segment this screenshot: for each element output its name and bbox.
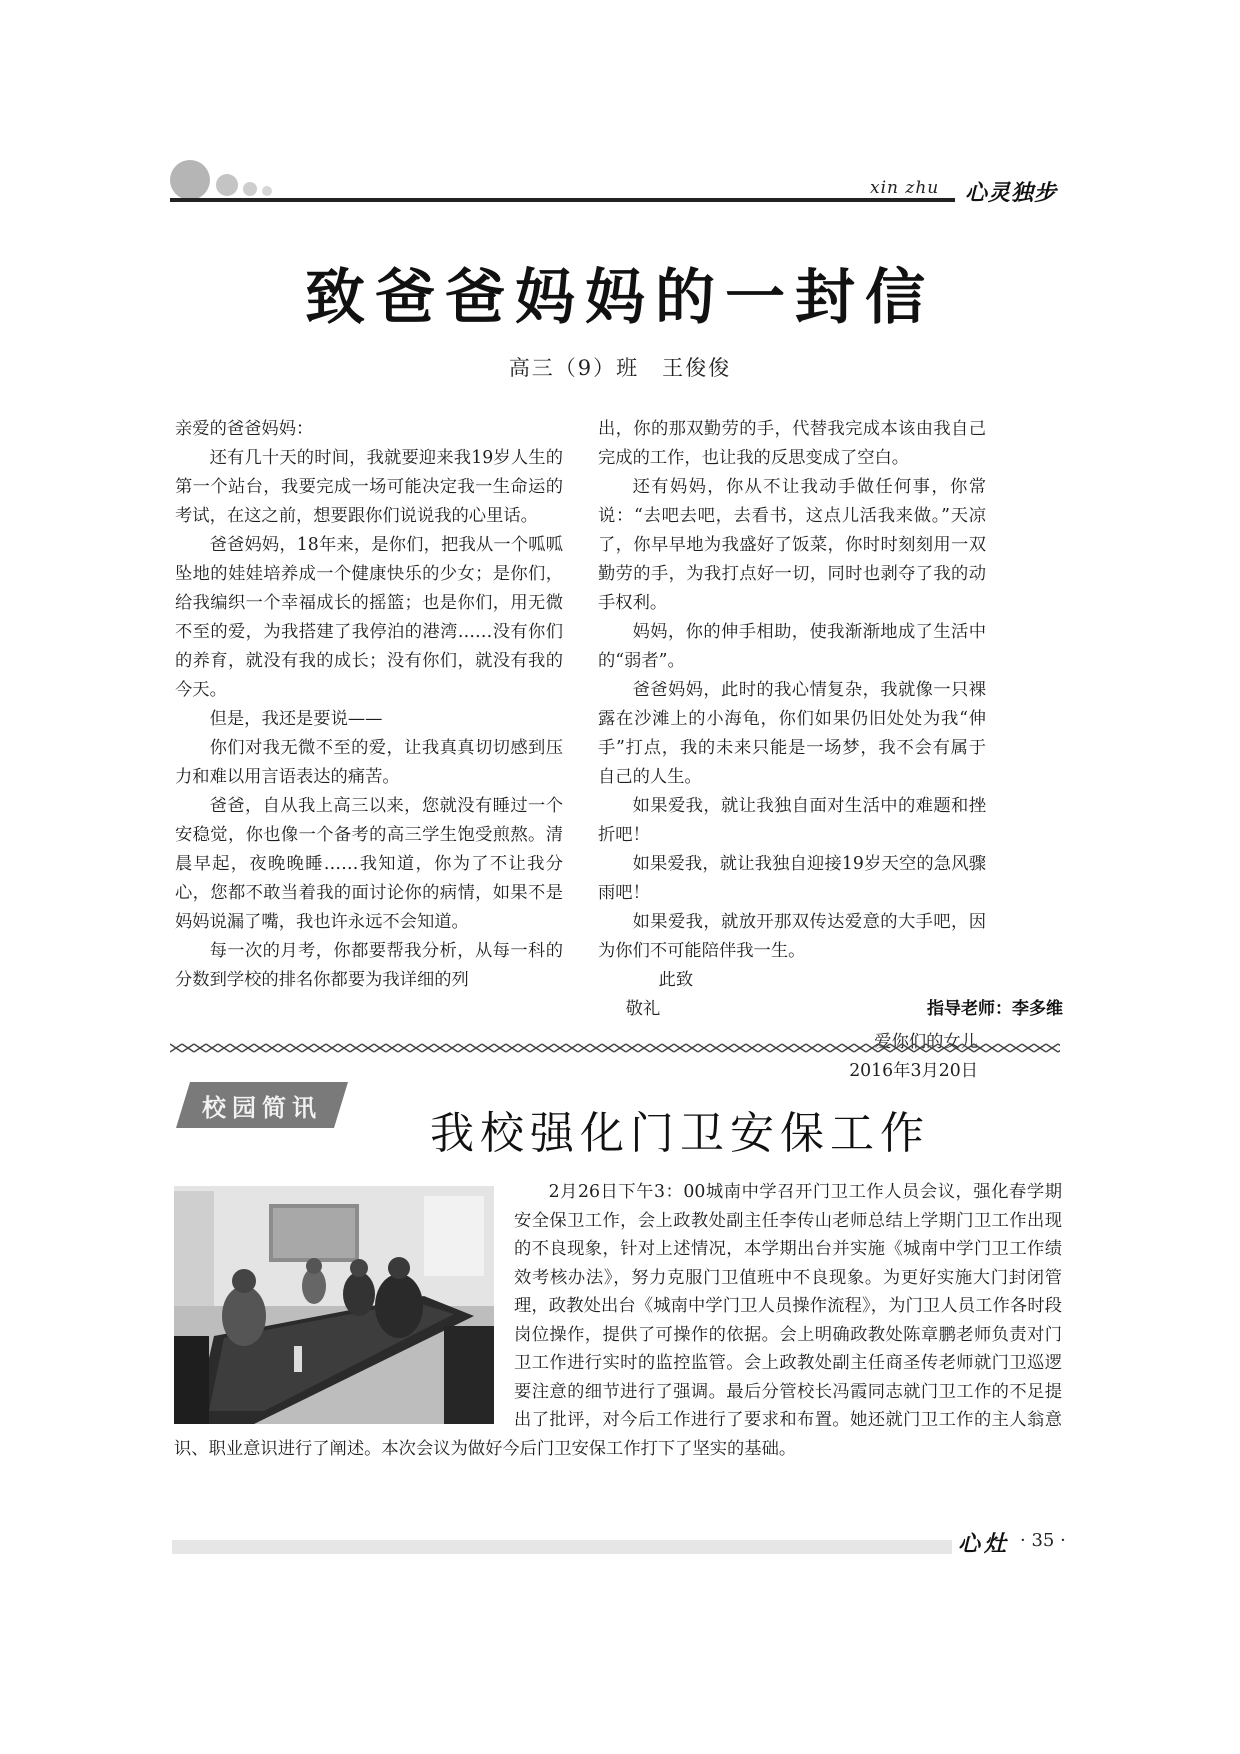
page-number: · 35 · (1020, 1530, 1066, 1551)
article-byline: 高三（9）班 王俊俊 (508, 356, 732, 380)
news-paragraph: 2月26日下午3：00城南中学召开门卫工作人员会议，强化春学期安全保卫工作，会上政教处副主任李传山老师总结上学期门卫工作出现的不良现象，针对上述情况，本学期出台并实施《城南中学门卫工作绩效考核办法》，努力克服门卫值班中不良现象。为更好实施大门封闭管理，政教处出台《城南中学门卫人员操作流程》，为门卫人员工作各时段岗位操作，提供了可操作的依据。会上明确政教处陈章鹏老师负责对门卫工作进行实时的监控监管。会上政教处副主任商圣传老师就门卫巡逻要注意的细节进行了强调。最后分管校长冯霞同志就门卫工作的不足提出了批评，对今后工作进行了要求和布置。她还就门卫工作的主人翁意识、职业意识进行了阐述。本次会议为做好今后门卫安保工作打下了坚实的基础。 (174, 1182, 1062, 1459)
paragraph: 每一次的月考，你都要帮我分析，从每一科的分数到学校的排名你都要为我详细的列 (175, 941, 563, 990)
closing-1: 此致 (658, 970, 694, 990)
news-body (174, 1178, 1062, 1463)
paragraph: 如果爱我，就让我独自迎接19岁天空的急风骤雨吧！ (598, 854, 986, 903)
news-title: 我校强化门卫安保工作 (430, 1108, 930, 1159)
salutation: 亲爱的爸爸妈妈： (175, 419, 314, 439)
footer-magazine-name: 心灶 (958, 1531, 1011, 1557)
article-column-right (598, 415, 986, 1086)
paragraph: 爸爸妈妈，此时的我心情复杂，我就像一只裸露在沙滩上的小海龟，你们如果仍旧处处为我“伸手”打点，我的未来只能是一场梦，我不会有属于自己的人生。 (598, 680, 986, 787)
paragraph: 爸爸，自从我上高三以来，您就没有睡过一个安稳觉，你也像一个备考的高三学生饱受煎熬。清晨早起，夜晚晚睡……我知道，你为了不让我分心，您都不敢当着我的面讨论你的病情，如果不是妈妈说漏了嘴，我也许永远不会知道。 (175, 796, 563, 932)
header-decoration-circles (170, 160, 280, 200)
paragraph: 出，你的那双勤劳的手，代替我完成本该由我自己完成的工作，也让我的反思变成了空白。 (598, 419, 986, 468)
photo-spacer (174, 1178, 514, 1428)
news-section-tag: 校园简讯 (202, 1094, 322, 1122)
paragraph: 如果爱我，就让我独自面对生活中的难题和挫折吧！ (598, 796, 986, 845)
article-column-left (175, 415, 563, 995)
paragraph: 妈妈，你的伸手相助，使我渐渐地成了生活中的“弱者”。 (598, 622, 986, 671)
paragraph: 你们对我无微不至的爱，让我真真切切感到压力和难以用言语表达的痛苦。 (175, 738, 563, 787)
header-column-label: 心灵独步 (965, 181, 1058, 206)
paragraph: 还有几十天的时间，我就要迎来我19岁人生的第一个站台，我要完成一场可能决定我一生命运的考试，在这之前，想要跟你们说说我的心里话。 (175, 448, 563, 526)
closing-2: 敬礼 (625, 999, 661, 1019)
paragraph: 如果爱我，就放开那双传达爱意的大手吧，因为你们不可能陪伴我一生。 (598, 912, 986, 961)
letter-date: 2016年3月20日 (849, 1061, 978, 1081)
paragraph: 但是，我还是要说—— (209, 709, 383, 729)
header-pinyin: xin zhu (870, 178, 940, 198)
advisor-credit: 指导老师：李多维 (927, 999, 1063, 1019)
header-rule (170, 198, 955, 202)
article-title: 致爸爸妈妈的一封信 (305, 263, 935, 333)
footer-bar (172, 1540, 952, 1554)
zigzag-divider (170, 1040, 1060, 1056)
paragraph: 爸爸妈妈，18年来，是你们，把我从一个呱呱坠地的娃娃培养成一个健康快乐的少女；是你们，给我编织一个幸福成长的摇篮；也是你们，用无微不至的爱，为我搭建了我停泊的港湾……没有你们的养育，就没有我的成长；没有你们，就没有我的今天。 (175, 535, 563, 700)
paragraph: 还有妈妈，你从不让我动手做任何事，你常说：“去吧去吧，去看书，这点儿活我来做。”天凉了，你早早地为我盛好了饭菜，你时时刻刻用一双勤劳的手，为我打点好一切，同时也剥夺了我的动手权利。 (598, 477, 986, 613)
